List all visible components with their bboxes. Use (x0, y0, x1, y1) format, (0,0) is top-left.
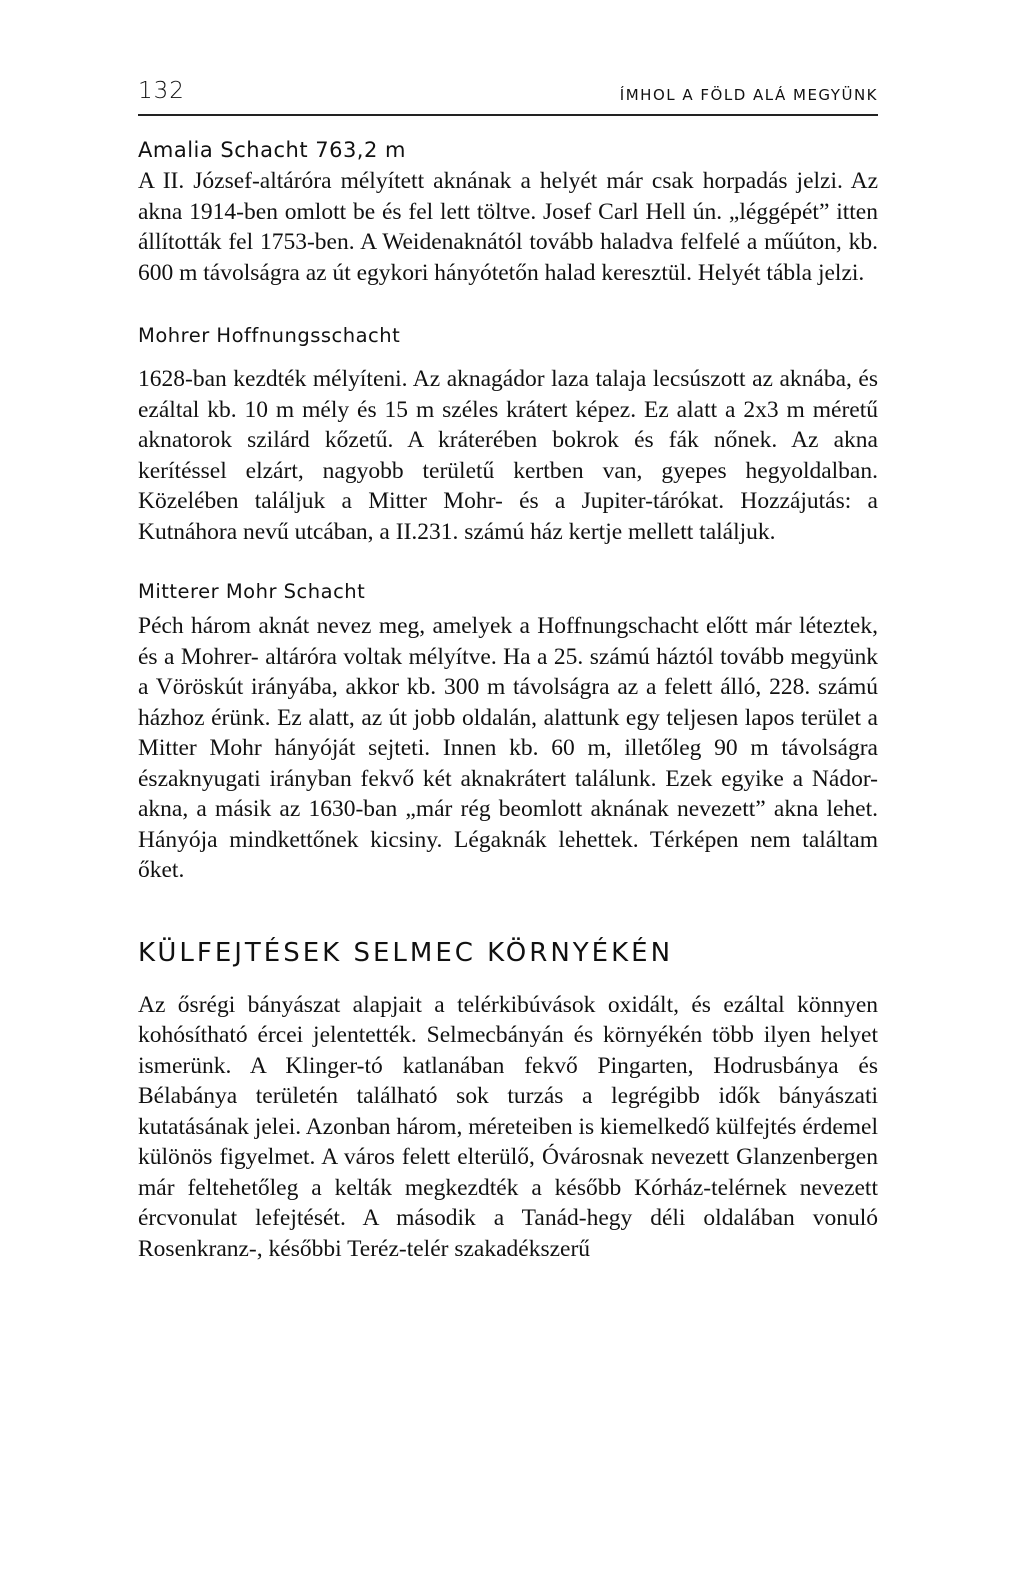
page-number: 132 (138, 78, 185, 104)
chapter-heading: KÜLFEJTÉSEK SELMEC KÖRNYÉKÉN (138, 937, 674, 968)
book-page (138, 78, 878, 1264)
chapter-body: Az ősrégi bányászat alapjait a telérkibúvások oxidált, és ezáltal könnyen kohósítható ércei jelentették. Selmecbányán és környékén több ilyen helyet ismerünk. A Klinger-tó katlanában fekvő Pingarten, Hodrusbánya és Bélabánya területén található sok turzás a legrégibb idők bányászati kutatásának jelei. Azonban három, méreteiben is kiemelkedő külfejtés érdemel különös figyelmet. A város felett elterülő, Óvárosnak nevezett Glanzenbergen már feltehetőleg a kelták megkezdték a később Kórház-telérnek nevezett ércvonulat lefejtését. A második a Tanád-hegy déli oldalában vonuló Rosenkranz-, későbbi Teréz-telér szakadékszerű (138, 991, 878, 1262)
running-header (138, 78, 878, 116)
section-body-mitterer-mohr-schacht: Péch három aknát nevez meg, amelyek a Hoffnungschacht előtt már léteztek, és a Mohrer- altáróra voltak mélyítve. Ha a 25. számú háztól tovább megyünk a Vöröskút irányába, akkor kb. 300 m távolságra az a felett álló, 228. számú házhoz érünk. Ez alatt, az út jobb oldalán, alattunk egy teljesen lapos terület a Mitter Mohr hányóját sejteti. Innen kb. 60 m, illetőleg 90 m távolságra északnyugati irányban fekvő két aknakrátert találunk. Ezek egyike a Nádor-akna, a másik az 1630-ban „már rég beomlott aknának nevezett” akna lehet. Hányója mindkettőnek kicsiny. Légaknák lehettek. Térképen nem találtam őket. (138, 613, 878, 883)
section-body-mohrer-hoffnungsschacht: 1628-ban kezdték mélyíteni. Az aknagádor laza talaja lecsúszott az aknába, és ezáltal kb. 10 m mély és 15 m széles krátert képez. Ez alatt a 2x3 m méretű aknatorok szilárd kőzetű. A kráterében bokrok és fák nőnek. Az akna kerítéssel elzárt, nagyobb területű kertben van, gyepes hegyoldalban. Közelében találjuk a Mitter Mohr- és a Jupiter-tárókat. Hozzájutás: a Kutnáhora nevű utcában, a II.231. számú ház kertje mellett találjuk. (138, 366, 878, 545)
section-heading-mitterer-mohr-schacht: Mitterer Mohr Schacht (138, 580, 366, 603)
section-heading-amalia-schacht: Amalia Schacht 763,2 m (138, 138, 406, 162)
running-title: ÍMHOL A FÖLD ALÁ MEGYÜNK (619, 86, 878, 104)
section-heading-mohrer-hoffnungsschacht: Mohrer Hoffnungsschacht (138, 324, 401, 347)
section-body-amalia-schacht: A II. József-altáróra mélyített aknának a helyét már csak horpadás jelzi. Az akna 1914-ben omlott be és fel lett töltve. Josef Carl Hell ún. „léggépét” itten állították fel 1753-ben. A Weidenaknától tovább haladva felfelé a műúton, kb. 600 m távolságra az út egykori hányótetőn halad keresztül. Helyét tábla jelzi. (138, 168, 878, 286)
